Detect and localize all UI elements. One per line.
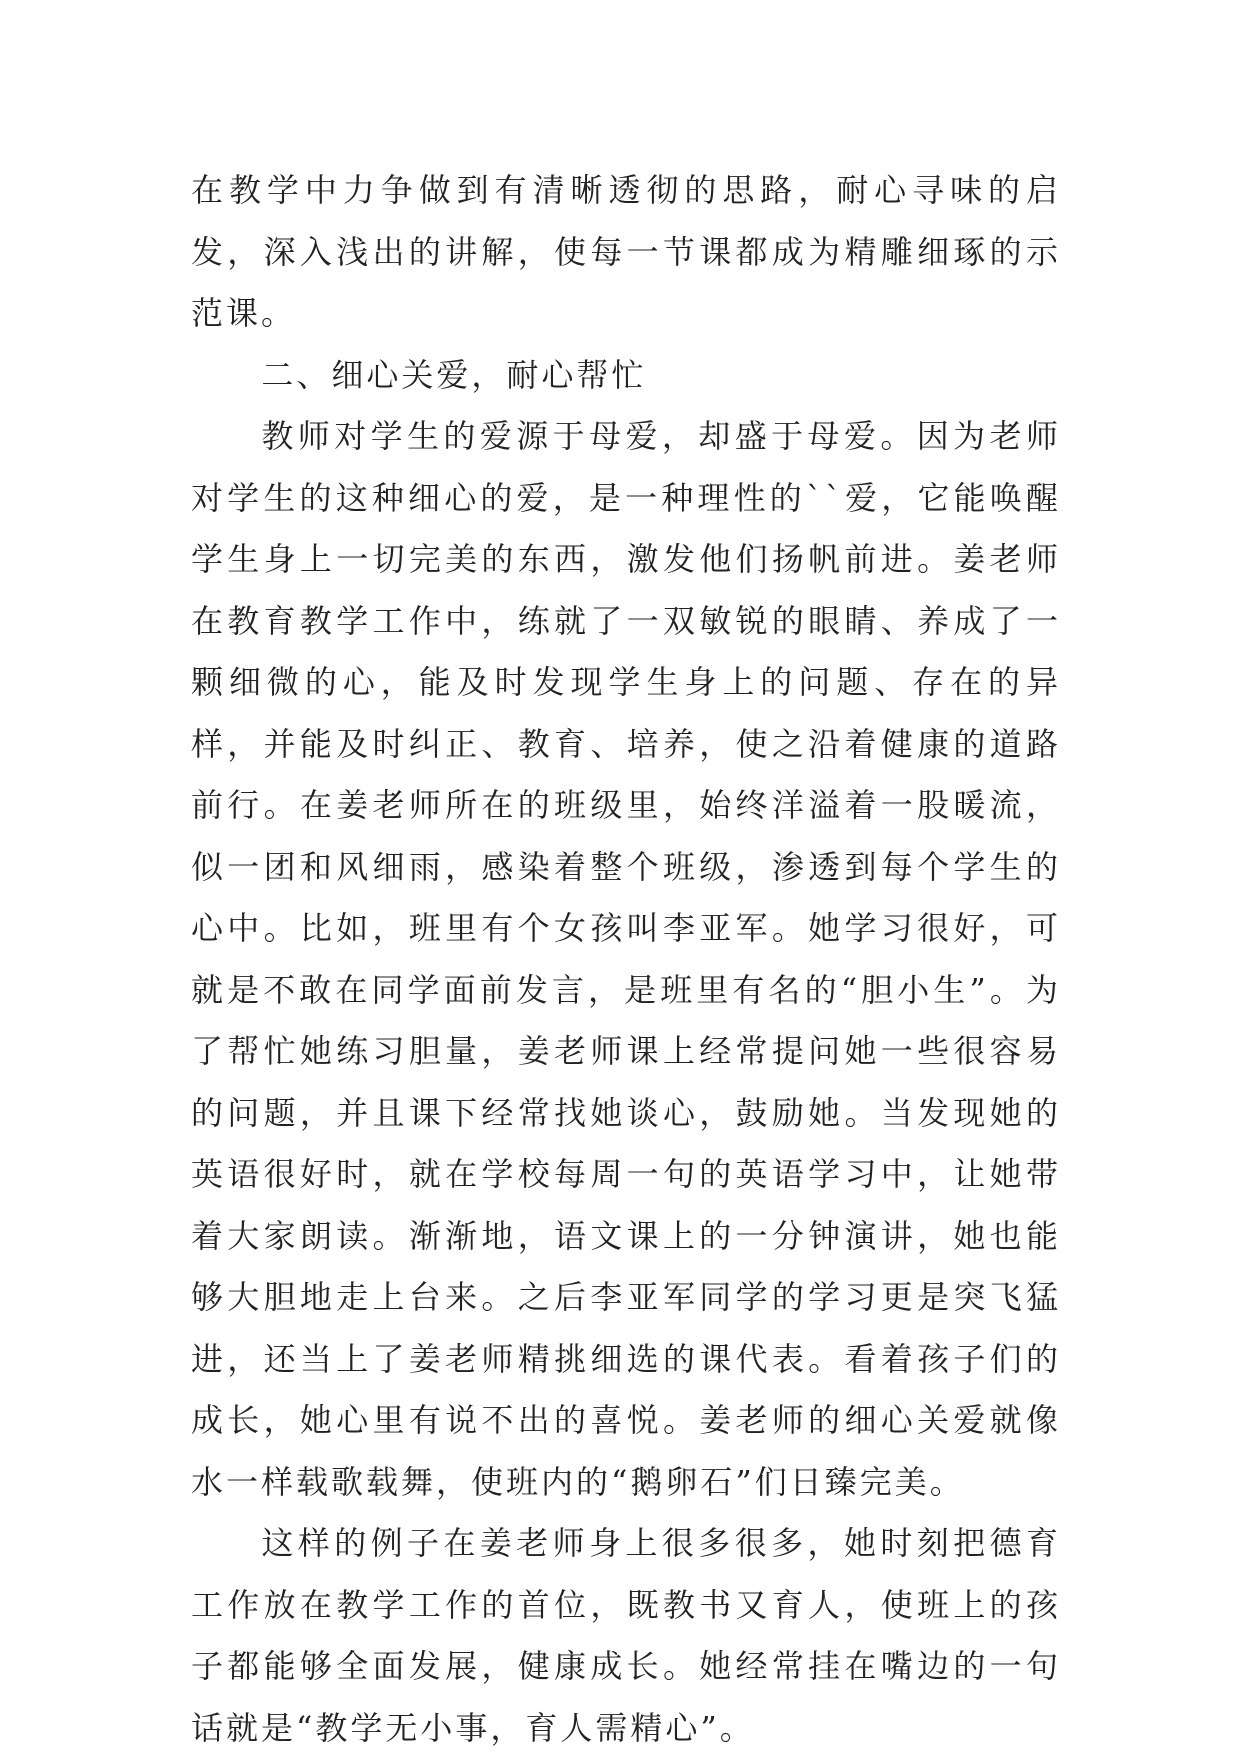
section-heading: 二、细心关爱，耐心帮忙 <box>261 355 647 394</box>
paragraph: 教师对学生的爱源于母爱，却盛于母爱。因为老师对学生的这种细心的爱，是一种理性的``爱，它能唤醒学生身上一切完美的东西，激发他们扬帆前进。姜老师在教育教学工作中，练就了一双敏锐的眼睛、养成了一颗细微的心，能及时发现学生身上的问题、存在的异样，并能及时纠正、教育、培养，使之沿着健康的道路前行。在姜老师所在的班级里，始终洋溢着一股暖流，似一团和风细雨，感染着整个班级，渗透到每个学生的心中。比如，班里有个女孩叫李亚军。她学习很好，可就是不敢在同学面前发言，是班里有名的“胆小生”。为了帮忙她练习胆量，姜老师课上经常提问她一些很容易的问题，并且课下经常找她谈心，鼓励她。当发现她的英语很好时，就在学校每周一句的英语学习中，让她带着大家朗读。渐渐地，语文课上的一分钟演讲，她也能够大胆地走上台来。之后李亚军同学的学习更是突飞猛进，还当上了姜老师精挑细选的课代表。看着孩子们的成长，她心里有说不出的喜悦。姜老师的细心关爱就像水一样载歌载舞，使班内的“鹅卵石”们日臻完美。 <box>191 417 1061 1501</box>
paragraph: 这样的例子在姜老师身上很多很多，她时刻把德育工作放在教学工作的首位，既教书又育人，使班上的孩子都能够全面发展，健康成长。她经常挂在嘴边的一句话就是“教学无小事，育人需精心”。 <box>191 1524 1061 1747</box>
paragraph-continuation: 在教学中力争做到有清晰透彻的思路，耐心寻味的启发，深入浅出的讲解，使每一节课都成为精雕细琢的示范课。 <box>191 171 1061 332</box>
document-body <box>191 160 1061 1759</box>
